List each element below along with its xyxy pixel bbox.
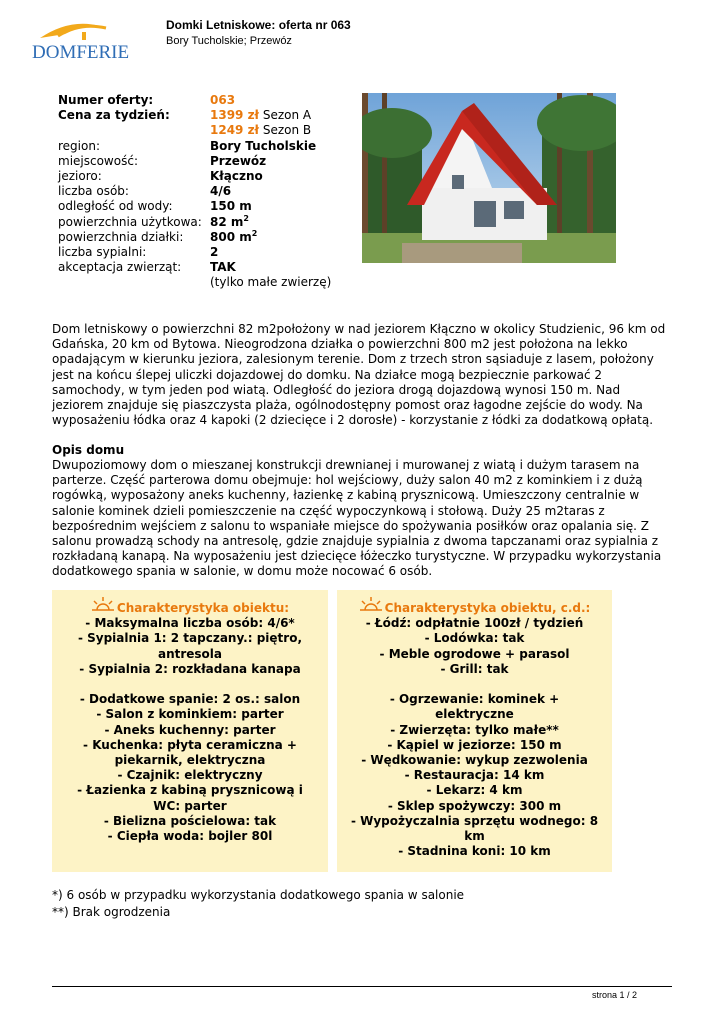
info-row-region (58, 139, 331, 154)
info-value: Kłączno (210, 169, 263, 184)
feature-item: - Czajnik: elektryczny (117, 768, 263, 783)
info-row-lake (58, 169, 331, 184)
feature-item: - Lekarz: 4 km (426, 783, 523, 798)
description-paragraph: Dom letniskowy o powierzchni 82 m2położony w nad jeziorem Kłączno w okolicy Studzienic, 96 km od Gdańska, 20 km od Bytowa. Nieogrodzona działka o powierzchni 800 m2 jest położona na lekko opadającym w kierunku jeziora, zalesionym terenie. Dom z trzech stron sąsiaduje z lasem, położony jest na końcu ślepej uliczki dojazdowej do domku. Na działce mogą bezpiecznie parkować 2 samochody, w tym jeden pod wiatą. Odległość do jeziora drogą dojazdową wynosi 150 m. Nad jeziorem znajduje się piaszczysta plaża, ogólnodostępny pomost oraz łagodne zejście do wody. Na wyposażeniu łódka oraz 4 kapoki (2 dziecięce i 2 dorosłe) - korzystanie z łódki za dodatkową opłatą. (52, 322, 666, 428)
info-label: powierzchnia użytkowa: (58, 214, 202, 229)
document-subtitle: Bory Tucholskie; Przewóz (166, 35, 292, 47)
info-label: odległość od wody: (58, 199, 173, 214)
price-row (58, 108, 331, 123)
info-label: akceptacja zwierząt: (58, 260, 182, 275)
price-row-b (58, 123, 331, 138)
features-box-2 (337, 590, 612, 872)
info-label: jezioro: (58, 169, 102, 184)
info-value: 150 m (210, 199, 252, 214)
info-label: powierzchnia działki: (58, 229, 184, 244)
info-row-bedrooms (58, 245, 331, 260)
offer-number-label: Numer oferty: (58, 93, 154, 107)
info-label: miejscowość: (58, 153, 138, 168)
info-row-town (58, 154, 331, 169)
footer-divider (52, 986, 672, 987)
house-description-heading: Opis domu (52, 443, 125, 457)
info-value: 82 m (210, 214, 244, 229)
features-heading-text: Charakterystyka obiektu: (116, 601, 290, 615)
info-value: Przewóz (210, 153, 267, 168)
season-a: Sezon A (262, 108, 312, 123)
info-label: region: (58, 138, 100, 153)
domferie-logo (30, 16, 148, 66)
superscript: 2 (251, 228, 258, 238)
house-description-paragraph: Dwupoziomowy dom o mieszanej konstrukcji drewnianej i murowanej z wiatą i dużym tarasem na parterze. Część parterowa domu obejmuje: hol wejściowy, duży salon 40 m2 z kominkiem i z dużą rogówką, wyposażony aneks kuchenny, łazienkę z kabiną prysznicową. Umieszczony centralnie w salonie kominek dzieli pomieszczenie na część wypoczynkową i stołową. Duży 25 m2taras z bezpośrednim wejściem z salonu to wspaniałe miejsce do spożywania posiłków oraz opalania się. Z salonu prowadzą schody na antresolę, gdzie znajduje sypialnia z dwoma tapczanami oraz sypialnia z rozkładaną kanapą. Na wyposażeniu jest dziecięce łóżeczko turystyczne. W przypadku wykorzystania dodatkowego spania w salonie, w domu może nocować 6 osób. (52, 458, 662, 579)
feature-item: - Wędkowanie: wykup zezwolenia (361, 753, 588, 768)
feature-item: - Lodówka: tak (424, 631, 525, 646)
feature-item: - Sypialnia 1: 2 tapczany.: piętro, antresola (77, 631, 303, 661)
info-label: liczba osób: (58, 184, 129, 199)
feature-item: - Wypożyczalnia sprzętu wodnego: 8 km (350, 813, 599, 844)
feature-item: - Ogrzewanie: kominek + elektryczne (389, 692, 560, 722)
document-title: Domki Letniskowe: oferta nr 063 (166, 18, 351, 32)
feature-item: - Ciepła woda: bojler 80l (107, 829, 273, 844)
house-photo (362, 93, 616, 263)
info-row-distance (58, 199, 331, 214)
offer-number-value: 063 (210, 93, 236, 107)
feature-item: - Łódź: odpłatnie 100zł / tydzień (365, 616, 584, 631)
footnote-2: **) Brak ogrodzenia (52, 905, 171, 919)
feature-item: - Łazienka z kabiną prysznicową i WC: parter (77, 783, 303, 813)
features-heading-2 (337, 596, 612, 616)
info-value: 4/6 (210, 184, 232, 199)
info-row-animals-note (58, 275, 331, 290)
feature-item: - Bielizna pościelowa: tak (103, 813, 277, 828)
info-label: liczba sypialni: (58, 245, 147, 260)
feature-item: - Restauracja: 14 km (404, 768, 545, 783)
info-value: 2 (210, 245, 219, 260)
info-row-usable-area (58, 215, 331, 230)
info-value: TAK (210, 260, 236, 275)
info-row-plot-area (58, 230, 331, 245)
sun-icon (359, 596, 383, 616)
offer-number-row (58, 93, 331, 108)
feature-item: - Salon z kominkiem: parter (96, 707, 284, 722)
price-label: Cena za tydzień: (58, 108, 170, 123)
feature-item: - Stadnina koni: 10 km (398, 844, 551, 859)
features-box-1 (52, 590, 328, 872)
price-b: 1249 zł (210, 123, 260, 138)
footnote-1: *) 6 osób w przypadku wykorzystania dodatkowego spania w salonie (52, 888, 465, 902)
page-number: strona 1 / 2 (592, 990, 638, 1000)
feature-item: - Sklep spożywczy: 300 m (387, 798, 562, 813)
season-b: Sezon B (262, 123, 312, 138)
feature-item: - Maksymalna liczba osób: 4/6* (85, 616, 295, 631)
feature-item: - Sypialnia 2: rozkładana kanapa (79, 661, 301, 676)
superscript: 2 (243, 213, 249, 223)
info-row-persons (58, 184, 331, 199)
feature-item: - Dodatkowe spanie: 2 os.: salon (79, 692, 301, 707)
sun-icon (91, 596, 115, 616)
features-heading-text: Charakterystyka obiektu, c.d.: (384, 601, 591, 615)
feature-item: - Kuchenka: płyta ceramiczna + piekarnik, elektryczna (83, 737, 297, 768)
feature-item: - Grill: tak (440, 661, 509, 676)
info-row-animals (58, 260, 331, 275)
feature-item: - Kąpiel w jeziorze: 150 m (387, 737, 562, 752)
features-heading-1 (52, 596, 328, 616)
logo-text: DOMFERIE (32, 42, 130, 63)
price-a: 1399 zł (210, 108, 260, 123)
info-value: 800 m (210, 229, 252, 244)
animals-note: (tylko małe zwierzę) (210, 275, 332, 290)
feature-item: - Meble ogrodowe + parasol (379, 646, 570, 661)
feature-item: - Aneks kuchenny: parter (104, 722, 276, 737)
info-value: Bory Tucholskie (210, 138, 317, 153)
offer-info-table (58, 93, 331, 291)
feature-item: - Zwierzęta: tylko małe** (390, 722, 559, 737)
